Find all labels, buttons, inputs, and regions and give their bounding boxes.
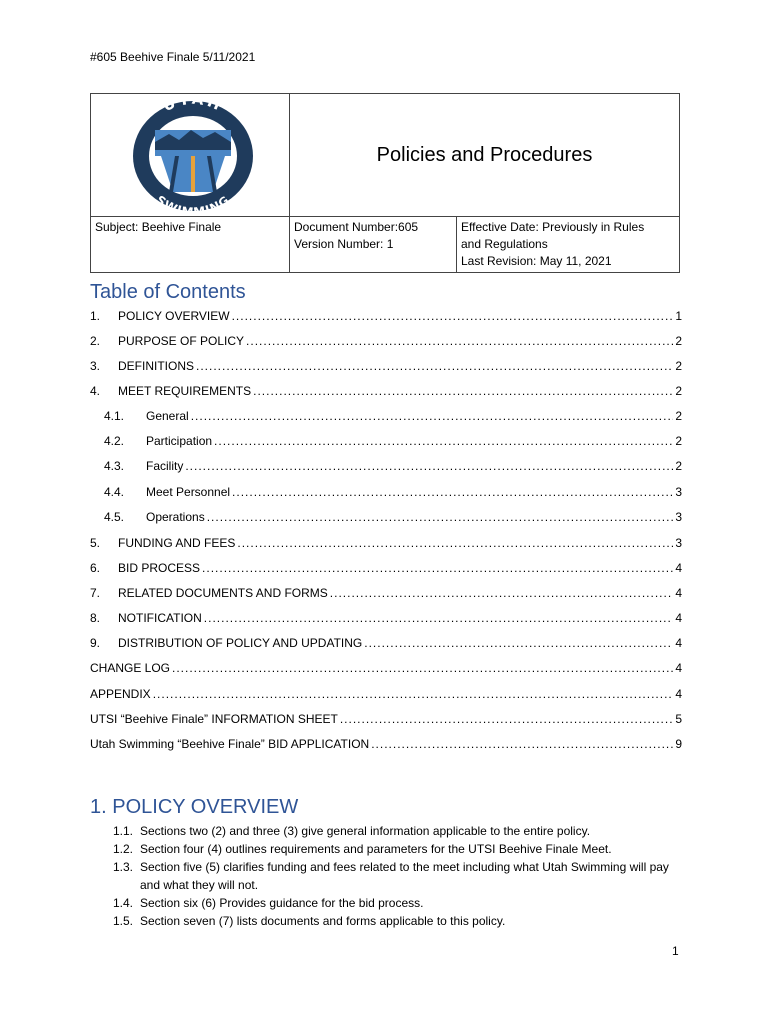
toc-entry-label: Utah Swimming “Beehive Finale” BID APPLICATION [90, 737, 370, 751]
toc-leader-dots [196, 359, 673, 373]
section-item-text: Sections two (2) and three (3) give general information applicable to the entire policy. [140, 824, 591, 838]
section-item [113, 822, 673, 840]
toc-entry-label: POLICY OVERVIEW [118, 309, 230, 323]
section-item-number: 1.1. [113, 824, 134, 838]
toc-entry-page: 3 [675, 485, 682, 499]
toc-leader-dots [232, 485, 673, 499]
toc-entry[interactable] [90, 434, 682, 450]
document-number-cell: Document Number:605 Version Number: 1 [290, 217, 457, 273]
toc-entry-page: 4 [675, 636, 682, 650]
toc-entry-page: 2 [675, 434, 682, 448]
toc-entry-number: 4.1. [104, 409, 125, 423]
toc-entry[interactable] [90, 712, 682, 728]
section-list [113, 822, 673, 930]
toc-entry[interactable] [90, 384, 682, 400]
toc-entry-page: 2 [675, 384, 682, 398]
toc-leader-dots [253, 384, 673, 398]
toc-leader-dots [232, 309, 674, 323]
toc-entry-page: 9 [675, 737, 682, 751]
subject-cell: Subject: Beehive Finale [91, 217, 290, 273]
section-heading: 1. POLICY OVERVIEW [90, 796, 299, 818]
toc-entry[interactable] [90, 485, 682, 501]
section-item-text: Section seven (7) lists documents and forms applicable to this policy. [140, 914, 506, 928]
toc-entry-page: 1 [675, 309, 682, 323]
toc-entry-label: PURPOSE OF POLICY [118, 334, 245, 348]
toc-entry-number: 1. [90, 309, 101, 323]
toc-entry-page: 4 [675, 661, 682, 675]
toc-entry-number: 4.2. [104, 434, 125, 448]
section-item-number: 1.4. [113, 896, 134, 910]
section-item [113, 894, 673, 912]
toc-entry[interactable] [90, 636, 682, 652]
toc-entry-number: 8. [90, 611, 101, 625]
toc-entry[interactable] [90, 586, 682, 602]
toc-entry-page: 2 [675, 409, 682, 423]
toc-entry-label: APPENDIX [90, 687, 151, 701]
section-item-text: Section four (4) outlines requirements and parameters for the UTSI Beehive Finale Meet. [140, 842, 612, 856]
toc-entry[interactable] [90, 334, 682, 350]
section-item [113, 912, 673, 930]
toc-entry-number: 4. [90, 384, 101, 398]
toc-entry-page: 4 [675, 611, 682, 625]
toc-entry-number: 5. [90, 536, 101, 550]
toc-leader-dots [204, 611, 674, 625]
toc-leader-dots [364, 636, 673, 650]
toc-entry-page: 2 [675, 334, 682, 348]
toc-entry-number: 9. [90, 636, 101, 650]
toc-leader-dots [172, 661, 673, 675]
toc-heading: Table of Contents [90, 281, 246, 303]
toc-entry-number: 2. [90, 334, 101, 348]
section-item-text: Section six (6) Provides guidance for the bid process. [140, 896, 424, 910]
toc-entry-number: 4.4. [104, 485, 125, 499]
svg-text:SWIMMING: SWI ING [153, 192, 233, 211]
toc-entry[interactable] [90, 459, 682, 475]
toc-entry-page: 5 [675, 712, 682, 726]
toc-entry[interactable] [90, 661, 682, 677]
toc-entry[interactable] [90, 536, 682, 552]
utah-swimming-logo [91, 94, 289, 211]
toc-entry[interactable] [90, 409, 682, 425]
toc-leader-dots [340, 712, 673, 726]
toc-entry-label: Operations [146, 510, 205, 524]
effective-date-cell: Effective Date: Previously in Rules and Regulations Last Revision: May 11, 2021 [457, 217, 680, 273]
toc-entry-number: 6. [90, 561, 101, 575]
toc-leader-dots [237, 536, 673, 550]
toc-leader-dots [191, 409, 674, 423]
toc-entry-page: 4 [675, 586, 682, 600]
toc-entry-label: DEFINITIONS [118, 359, 195, 373]
section-item [113, 840, 673, 858]
toc-leader-dots [153, 687, 674, 701]
toc-entry[interactable] [90, 309, 682, 325]
toc-entry-page: 2 [675, 359, 682, 373]
page-header: #605 Beehive Finale 5/11/2021 [90, 50, 256, 64]
toc-leader-dots [207, 510, 674, 524]
toc-entry-page: 3 [675, 510, 682, 524]
toc-entry-label: NOTIFICATION [118, 611, 202, 625]
toc-entry-number: 7. [90, 586, 101, 600]
toc-entry-label: CHANGE LOG [90, 661, 171, 675]
toc-leader-dots [214, 434, 673, 448]
toc-entry-page: 4 [675, 687, 682, 701]
svg-text:UTAH: UTAH [159, 94, 227, 116]
toc-entry-label: DISTRIBUTION OF POLICY AND UPDATING [118, 636, 363, 650]
section-item [113, 858, 673, 894]
section-item-number: 1.3. [113, 860, 134, 874]
toc-entry-page: 2 [675, 459, 682, 473]
toc-entry-number: 4.3. [104, 459, 125, 473]
toc-entry[interactable] [90, 510, 682, 526]
policy-title: Policies and Procedures [290, 94, 680, 217]
toc-leader-dots [185, 459, 673, 473]
logo-cell [91, 94, 290, 217]
toc-entry-label: BID PROCESS [118, 561, 201, 575]
section-item-number: 1.2. [113, 842, 134, 856]
toc-entry-page: 3 [675, 536, 682, 550]
toc-entry[interactable] [90, 737, 682, 753]
toc-entry[interactable] [90, 687, 682, 703]
toc-entry-label: Meet Personnel [146, 485, 231, 499]
toc-leader-dots [371, 737, 673, 751]
toc-entry-label: UTSI “Beehive Finale” INFORMATION SHEET [90, 712, 338, 726]
section-item-number: 1.5. [113, 914, 134, 928]
toc-entry-number: 3. [90, 359, 101, 373]
toc-leader-dots [246, 334, 673, 348]
section-item-text: Section five (5) clarifies funding and fees related to the meet including what Utah Swimming will pay and what they will not. [140, 860, 669, 892]
toc-leader-dots [330, 586, 674, 600]
toc-entry-label: Participation [146, 434, 213, 448]
policy-header-table [90, 93, 680, 273]
toc-entry-label: FUNDING AND FEES [118, 536, 236, 550]
page-number: 1 [672, 944, 679, 958]
toc-entry[interactable] [90, 611, 682, 627]
toc-entry-label: General [146, 409, 189, 423]
toc-leader-dots [202, 561, 673, 575]
toc-entry-label: RELATED DOCUMENTS AND FORMS [118, 586, 328, 600]
toc-entry-label: MEET REQUIREMENTS [118, 384, 252, 398]
toc-entry[interactable] [90, 359, 682, 375]
toc-entry-label: Facility [146, 459, 184, 473]
toc-entry[interactable] [90, 561, 682, 577]
toc-entry-number: 4.5. [104, 510, 125, 524]
toc-entry-page: 4 [675, 561, 682, 575]
